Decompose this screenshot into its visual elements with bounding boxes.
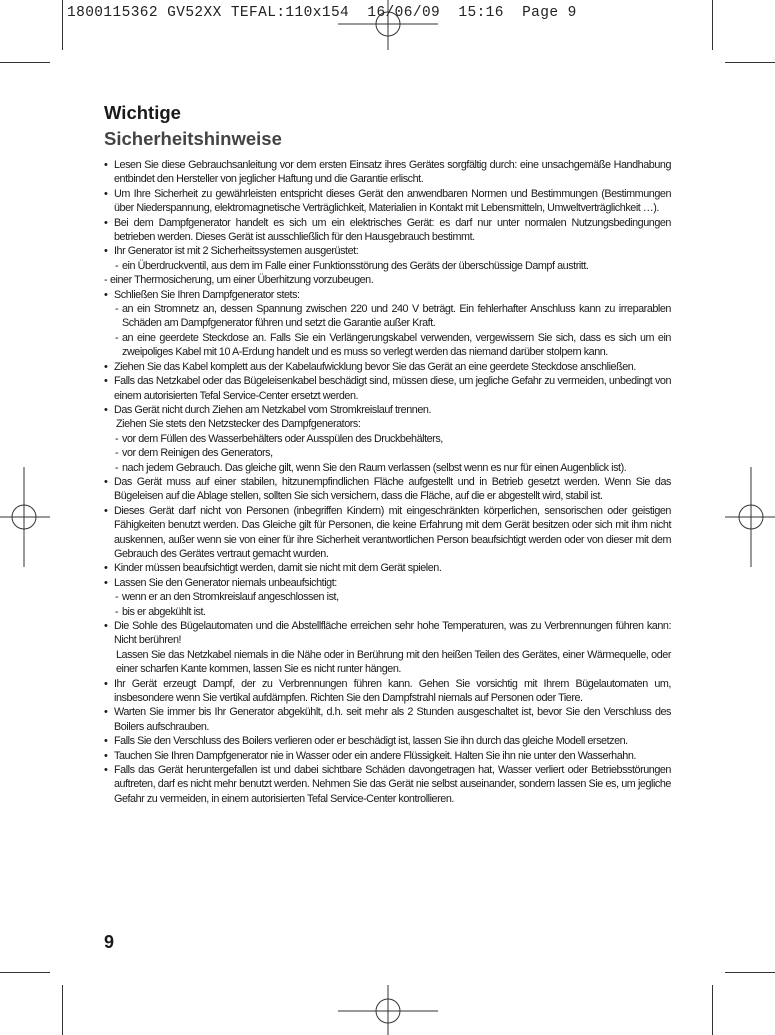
list-item: • Um Ihre Sicherheit zu gewährleisten entspricht dieses Gerät den anwendbaren Normen und Bestimmungen (Bestimmungen über Niederspannung, elektromagnetische Verträglichkeit, Materialien in Kontakt mit Lebensmitteln, Umweltverträglichkeit …). xyxy=(104,187,671,216)
registration-mark-right-icon xyxy=(725,467,775,567)
crop-mark-top-right-h xyxy=(725,62,775,63)
list-item: • Lassen Sie den Generator niemals unbeaufsichtigt: xyxy=(104,576,671,590)
sub-item: - einer Thermosicherung, um einer Überhitzung vorzubeugen. xyxy=(104,273,671,287)
crop-mark-top-right-v xyxy=(712,0,713,50)
sub-item: - an eine geerdete Steckdose an. Falls Sie ein Verlängerungskabel verwenden, vergewissern Sie sich, dass es sich um ein zweipoliges Kabel mit 10 A-Erdung handelt und es muss so verlegt werden das niemand darüber stolpern kann. xyxy=(104,331,671,360)
paragraph: Lassen Sie das Netzkabel niemals in die Nähe oder in Berührung mit den heißen Teilen des Gerätes, einer Wärmequelle, oder einer scharfen Kante kommen, lassen Sie es nicht runter hängen. xyxy=(116,648,671,676)
list-item: • Bei dem Dampfgenerator handelt es sich um ein elektrisches Gerät: es darf nur unter normalen Nutzungsbedingungen betrieben werden. Dieses Gerät ist ausschließlich für den Hausgebrauch bestimmt. xyxy=(104,216,671,245)
list-item: • Ihr Generator ist mit 2 Sicherheitssystemen ausgerüstet: xyxy=(104,244,671,258)
list-item: • Falls das Netzkabel oder das Bügeleisenkabel beschädigt sind, müssen diese, um jegliche Gefahr zu vermeiden, unbedingt von einem autorisierten Tefal Service-Center ersetzt werden. xyxy=(104,374,671,403)
list-item: • Tauchen Sie Ihren Dampfgenerator nie in Wasser oder ein andere Flüssigkeit. Halten Sie ihn nie unter den Wasserhahn. xyxy=(104,749,671,763)
crop-mark-top-left-h xyxy=(0,62,50,63)
list-item: • Ziehen Sie das Kabel komplett aus der Kabelaufwicklung bevor Sie das Gerät an eine geerdete Steckdose anschließen. xyxy=(104,360,671,374)
sub-item: - an ein Stromnetz an, dessen Spannung zwischen 220 und 240 V beträgt. Ein fehlerhafter Anschluss kann zu irreparablen Schäden am Dampfgenerator führen und setzt die Garantie außer Kraft. xyxy=(104,302,671,331)
crop-mark-bottom-left-v xyxy=(62,985,63,1035)
page-title: Wichtige xyxy=(104,102,181,123)
registration-mark-left-icon xyxy=(0,467,50,567)
page-subtitle: Sicherheitshinweise xyxy=(104,128,282,149)
sub-item: - vor dem Füllen des Wasserbehälters oder Ausspülen des Druckbehälters, xyxy=(104,432,671,446)
content xyxy=(104,100,671,806)
sub-item: - wenn er an den Stromkreislauf angeschlossen ist, xyxy=(104,590,671,604)
registration-mark-bottom-icon xyxy=(338,985,438,1035)
list-item: • Das Gerät muss auf einer stabilen, hitzunempfindlichen Fläche aufgestellt und in Betrieb gesetzt werden. Wenn Sie das Bügeleisen auf die Ablage stellen, sollten Sie sich versichern, dass die Fläche, auf die er abgestellt wird, stabil ist. xyxy=(104,475,671,504)
list-item: • Falls Sie den Verschluss des Boilers verlieren oder er beschädigt ist, lassen Sie ihn durch das gleiche Modell ersetzen. xyxy=(104,734,671,748)
crop-mark-bottom-right-v xyxy=(712,985,713,1035)
crop-mark-top-left-v xyxy=(62,0,63,50)
sub-item: - nach jedem Gebrauch. Das gleiche gilt, wenn Sie den Raum verlassen (selbst wenn es nur für einen Augenblick ist). xyxy=(104,461,671,475)
list-item: • Falls das Gerät heruntergefallen ist und dabei sichtbare Schäden davongetragen hat, Wasser verliert oder Betriebsstörungen auftreten, darf es nicht mehr benutzt werden. Nehmen Sie das Gerät nie selbst auseinander, sondern lassen Sie es, um jegliche Gefahr zu vermeiden, in einem autorisierten Tefal Service-Center kontrollieren. xyxy=(104,763,671,806)
list-item: • Die Sohle des Bügelautomaten und die Abstellfläche erreichen sehr hohe Temperaturen, was zu Verbrennungen führen kann: Nicht berühren! xyxy=(104,619,671,648)
print-slug: 1800115362 GV52XX TEFAL:110x154 16/06/09 15:16 Page 9 xyxy=(67,5,577,21)
crop-mark-bottom-left-h xyxy=(0,972,50,973)
safety-list xyxy=(104,158,671,806)
crop-mark-bottom-right-h xyxy=(725,972,775,973)
list-item: • Schließen Sie Ihren Dampfgenerator stets: xyxy=(104,288,671,302)
list-item: • Dieses Gerät darf nicht von Personen (inbegriffen Kindern) mit eingeschränkten körperlichen, sensorischen oder geistigen Fähigkeiten benutzt werden. Das Gleiche gilt für Personen, die keine Erfahrung mit dem Gerät besitzen oder sich mit ihm nicht auskennen, außer wenn sie von einer für ihre Sicherheit verantwortlichen Person beaufsichtigt werden oder von dieser mit dem Gebrauch des Gerätes vertraut gemacht wurden. xyxy=(104,504,671,562)
list-item: • Das Gerät nicht durch Ziehen am Netzkabel vom Stromkreislauf trennen. xyxy=(104,403,671,417)
registration-mark-top-icon xyxy=(338,0,438,50)
sub-item: - vor dem Reinigen des Generators, xyxy=(104,446,671,460)
page-number: 9 xyxy=(104,932,115,952)
sub-item: - ein Überdruckventil, aus dem im Falle einer Funktionsstörung des Geräts der überschüssige Dampf austritt. xyxy=(104,259,671,273)
list-item: • Kinder müssen beaufsichtigt werden, damit sie nicht mit dem Gerät spielen. xyxy=(104,561,671,575)
list-item: • Warten Sie immer bis Ihr Generator abgekühlt, d.h. seit mehr als 2 Stunden ausgeschaltet ist, bevor Sie den Verschluss des Boilers aufschrauben. xyxy=(104,705,671,734)
list-item: • Ihr Gerät erzeugt Dampf, der zu Verbrennungen führen kann. Gehen Sie vorsichtig mit Ihrem Bügelautomaten um, insbesondere wenn Sie vertikal aufdämpfen. Richten Sie den Dampfstrahl niemals auf Personen oder Tiere. xyxy=(104,677,671,706)
paragraph: Ziehen Sie stets den Netzstecker des Dampfgenerators: xyxy=(116,418,361,431)
sub-item: - bis er abgekühlt ist. xyxy=(104,605,671,619)
list-item: • Lesen Sie diese Gebrauchsanleitung vor dem ersten Einsatz ihres Gerätes sorgfältig durch: eine unsachgemäße Handhabung entbindet den Hersteller von jeglicher Haftung und die Garantie erlischt. xyxy=(104,158,671,187)
